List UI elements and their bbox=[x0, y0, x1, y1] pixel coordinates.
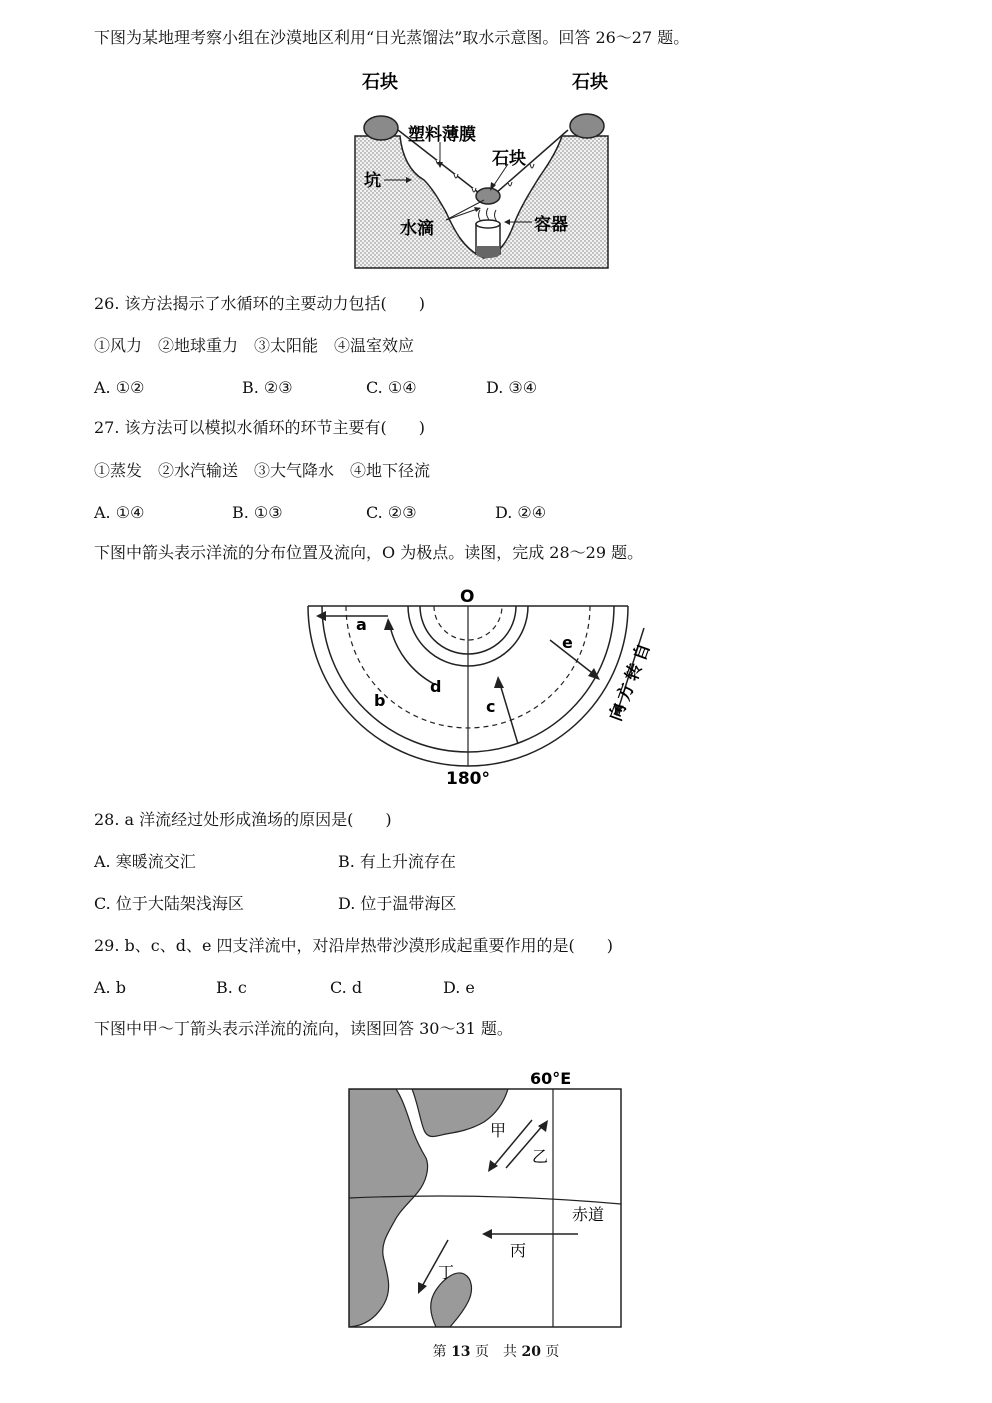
q29-option-a[interactable]: A. b bbox=[94, 978, 126, 997]
label-pole: O bbox=[460, 587, 475, 607]
label-rotation-4: 向 bbox=[605, 700, 631, 724]
q27-option-a[interactable]: A. ①④ bbox=[94, 503, 145, 522]
q28-option-c[interactable]: C. 位于大陆架浅海区 bbox=[94, 894, 244, 913]
label-film: 塑料薄膜 bbox=[408, 125, 476, 145]
label-ding: 丁 bbox=[438, 1263, 455, 1282]
stone-center-shape bbox=[476, 188, 500, 204]
q29-option-c[interactable]: C. d bbox=[330, 978, 363, 997]
q26-items: ①风力 ②地球重力 ③太阳能 ④温室效应 bbox=[94, 336, 415, 355]
label-drops: 水滴 bbox=[400, 219, 434, 239]
q26-stem: 26. 该方法揭示了水循环的主要动力包括( ) bbox=[94, 294, 426, 313]
q26-option-d[interactable]: D. ③④ bbox=[486, 378, 538, 397]
page-footer bbox=[0, 1342, 992, 1362]
footer-total-pages: 20 bbox=[521, 1344, 541, 1360]
q29-option-b[interactable]: B. c bbox=[216, 978, 247, 997]
land-left bbox=[349, 1089, 428, 1327]
label-yi: 乙 bbox=[532, 1147, 549, 1166]
label-equator: 赤道 bbox=[572, 1205, 605, 1224]
label-pit: 坑 bbox=[364, 171, 381, 191]
label-stone-left: 石块 bbox=[362, 72, 398, 93]
q29-stem: 29. b、c、d、e 四支洋流中，对沿岸热带沙漠形成起重要作用的是( ) bbox=[94, 936, 614, 955]
q27-option-c[interactable]: C. ②③ bbox=[366, 503, 417, 522]
label-current-c: c bbox=[486, 697, 496, 716]
label-container: 容器 bbox=[534, 215, 568, 235]
intro-q30-31: 下图中甲～丁箭头表示洋流的流向，读图回答 30～31 题。 bbox=[94, 1019, 513, 1038]
q27-option-d[interactable]: D. ②④ bbox=[495, 503, 547, 522]
intro-q26-27: 下图为某地理考察小组在沙漠地区利用“日光蒸馏法”取水示意图。回答 26～27 题。 bbox=[94, 28, 690, 47]
ocean-current-map bbox=[340, 1064, 630, 1334]
q27-items: ①蒸发 ②水汽输送 ③大气降水 ④地下径流 bbox=[94, 461, 431, 480]
label-current-a: a bbox=[356, 615, 367, 634]
intro-q28-29: 下图中箭头表示洋流的分布位置及流向，O 为极点。读图，完成 28～29 题。 bbox=[94, 543, 644, 562]
footer-post: 页 bbox=[545, 1344, 560, 1360]
q28-option-b[interactable]: B. 有上升流存在 bbox=[338, 852, 456, 871]
q26-option-a[interactable]: A. ①② bbox=[94, 378, 145, 397]
label-rotation-2: 转 bbox=[621, 660, 647, 684]
q26-option-c[interactable]: C. ①④ bbox=[366, 378, 417, 397]
footer-page-number: 13 bbox=[451, 1344, 471, 1360]
label-stone-right: 石块 bbox=[572, 72, 608, 93]
q28-stem: 28. a 洋流经过处形成渔场的原因是( ) bbox=[94, 810, 392, 829]
q28-option-a[interactable]: A. 寒暖流交汇 bbox=[94, 852, 196, 871]
q26-option-b[interactable]: B. ②③ bbox=[242, 378, 293, 397]
label-rotation-1: 自 bbox=[629, 640, 655, 664]
label-60e: 60°E bbox=[530, 1069, 572, 1088]
q28-option-d[interactable]: D. 位于温带海区 bbox=[338, 894, 457, 913]
footer-pre: 第 bbox=[432, 1344, 447, 1360]
label-bing: 丙 bbox=[510, 1241, 527, 1260]
q27-option-b[interactable]: B. ①③ bbox=[232, 503, 283, 522]
ocean-current-polar-diagram bbox=[296, 584, 676, 794]
label-current-e: e bbox=[562, 633, 573, 652]
solar-still-diagram bbox=[340, 64, 620, 274]
container-shape bbox=[476, 220, 500, 258]
stone-left-shape bbox=[364, 116, 398, 140]
stone-right-shape bbox=[570, 114, 604, 138]
label-current-b: b bbox=[374, 691, 386, 710]
q27-stem: 27. 该方法可以模拟水循环的环节主要有( ) bbox=[94, 418, 426, 437]
label-current-d: d bbox=[430, 677, 442, 696]
footer-mid: 页 共 bbox=[475, 1344, 517, 1360]
label-180: 180° bbox=[446, 769, 490, 789]
label-jia: 甲 bbox=[490, 1121, 507, 1140]
q29-option-d[interactable]: D. e bbox=[443, 978, 475, 997]
label-rotation-3: 方 bbox=[613, 680, 639, 704]
label-stone-center: 石块 bbox=[492, 149, 526, 169]
